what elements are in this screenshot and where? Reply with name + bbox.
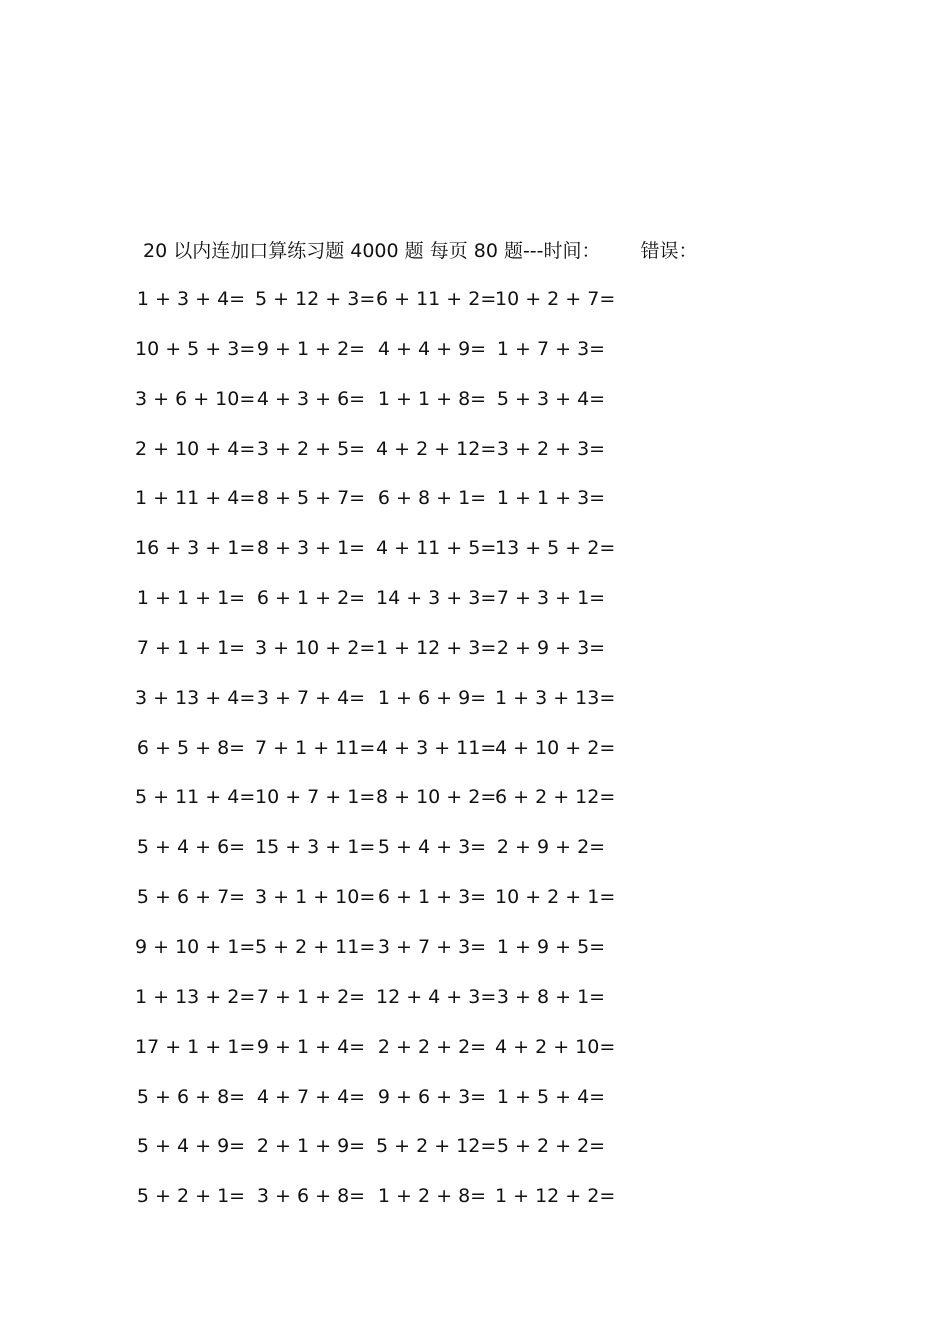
math-problem: 3 + 2 + 5= bbox=[256, 437, 366, 460]
math-problem: 5 + 4 + 9= bbox=[136, 1135, 246, 1158]
math-problem: 4 + 3 + 6= bbox=[256, 387, 366, 410]
math-problem: 13 + 5 + 2= bbox=[495, 537, 616, 560]
math-problem: 6 + 11 + 2= bbox=[376, 288, 497, 310]
problem-row bbox=[136, 882, 663, 932]
math-problem: 10 + 7 + 1= bbox=[255, 786, 376, 809]
math-problem: 5 + 12 + 3= bbox=[255, 288, 376, 310]
math-problem: 9 + 6 + 3= bbox=[377, 1085, 487, 1108]
math-problem: 6 + 8 + 1= bbox=[377, 487, 487, 510]
math-problem: 2 + 10 + 4= bbox=[135, 437, 256, 460]
math-problem: 15 + 3 + 1= bbox=[255, 836, 376, 859]
problem-row bbox=[135, 1032, 663, 1082]
math-problem: 5 + 2 + 11= bbox=[255, 935, 376, 958]
math-problem: 4 + 2 + 10= bbox=[495, 1035, 616, 1058]
page-title: 20 以内连加口算练习题 4000 题 每页 80 题---时间： bbox=[143, 240, 601, 262]
problem-grid bbox=[135, 284, 663, 1231]
math-problem: 5 + 2 + 2= bbox=[496, 1135, 606, 1158]
math-problem: 5 + 2 + 1= bbox=[136, 1185, 246, 1208]
math-problem: 1 + 1 + 8= bbox=[377, 387, 487, 410]
math-problem: 2 + 9 + 3= bbox=[496, 636, 606, 659]
math-problem: 1 + 5 + 4= bbox=[496, 1085, 606, 1108]
math-problem: 6 + 5 + 8= bbox=[136, 736, 246, 759]
math-problem: 1 + 1 + 1= bbox=[136, 587, 246, 610]
math-problem: 1 + 1 + 3= bbox=[496, 487, 606, 510]
problem-row bbox=[135, 334, 663, 384]
problem-row bbox=[136, 1131, 663, 1181]
problem-row bbox=[135, 384, 663, 434]
math-problem: 1 + 12 + 2= bbox=[495, 1185, 616, 1208]
math-problem: 2 + 1 + 9= bbox=[256, 1135, 366, 1158]
math-problem: 5 + 2 + 12= bbox=[376, 1135, 497, 1158]
math-problem: 5 + 3 + 4= bbox=[496, 387, 606, 410]
problem-row bbox=[135, 683, 663, 733]
math-problem: 1 + 12 + 3= bbox=[376, 636, 497, 659]
problem-row bbox=[135, 932, 663, 982]
problem-row bbox=[136, 1181, 663, 1231]
math-problem: 3 + 6 + 8= bbox=[256, 1185, 366, 1208]
math-problem: 1 + 13 + 2= bbox=[135, 985, 256, 1008]
math-problem: 7 + 1 + 1= bbox=[136, 636, 246, 659]
math-problem: 3 + 7 + 3= bbox=[377, 935, 487, 958]
math-problem: 4 + 4 + 9= bbox=[377, 337, 487, 360]
problem-row bbox=[136, 1082, 663, 1132]
math-problem: 8 + 5 + 7= bbox=[256, 487, 366, 510]
math-problem: 3 + 2 + 3= bbox=[496, 437, 606, 460]
problem-row bbox=[135, 483, 663, 533]
math-problem: 4 + 3 + 11= bbox=[376, 736, 497, 759]
math-problem: 3 + 10 + 2= bbox=[255, 636, 376, 659]
math-problem: 4 + 7 + 4= bbox=[256, 1085, 366, 1108]
problem-row bbox=[136, 583, 663, 633]
errors-label: 错误： bbox=[640, 240, 698, 262]
problem-row bbox=[135, 982, 663, 1032]
problem-row bbox=[135, 533, 663, 583]
worksheet-header bbox=[143, 236, 698, 266]
math-problem: 9 + 10 + 1= bbox=[135, 935, 256, 958]
problem-row bbox=[136, 633, 663, 683]
math-problem: 9 + 1 + 4= bbox=[256, 1035, 366, 1058]
math-problem: 3 + 7 + 4= bbox=[256, 686, 366, 709]
problem-row bbox=[136, 733, 663, 783]
math-problem: 3 + 8 + 1= bbox=[496, 985, 606, 1008]
math-problem: 4 + 2 + 12= bbox=[376, 437, 497, 460]
math-problem: 6 + 1 + 2= bbox=[256, 587, 366, 610]
math-problem: 7 + 1 + 2= bbox=[256, 985, 366, 1008]
problem-row bbox=[136, 284, 663, 334]
math-problem: 6 + 2 + 12= bbox=[495, 786, 616, 809]
math-problem: 8 + 3 + 1= bbox=[256, 537, 366, 560]
problem-row bbox=[136, 832, 663, 882]
math-problem: 7 + 3 + 1= bbox=[496, 587, 606, 610]
math-problem: 3 + 1 + 10= bbox=[255, 886, 376, 909]
math-problem: 3 + 13 + 4= bbox=[135, 686, 256, 709]
math-problem: 6 + 1 + 3= bbox=[377, 886, 487, 909]
problem-row bbox=[135, 782, 663, 832]
math-problem: 5 + 6 + 8= bbox=[136, 1085, 246, 1108]
math-problem: 2 + 2 + 2= bbox=[377, 1035, 487, 1058]
math-problem: 1 + 9 + 5= bbox=[496, 935, 606, 958]
math-problem: 17 + 1 + 1= bbox=[135, 1035, 256, 1058]
math-problem: 12 + 4 + 3= bbox=[376, 985, 497, 1008]
math-problem: 14 + 3 + 3= bbox=[376, 587, 497, 610]
math-problem: 10 + 2 + 7= bbox=[495, 288, 616, 310]
math-problem: 5 + 4 + 3= bbox=[377, 836, 487, 859]
math-problem: 1 + 11 + 4= bbox=[135, 487, 256, 510]
math-problem: 8 + 10 + 2= bbox=[376, 786, 497, 809]
math-problem: 9 + 1 + 2= bbox=[256, 337, 366, 360]
math-problem: 4 + 10 + 2= bbox=[495, 736, 616, 759]
math-problem: 5 + 11 + 4= bbox=[135, 786, 256, 809]
math-problem: 16 + 3 + 1= bbox=[135, 537, 256, 560]
math-problem: 10 + 5 + 3= bbox=[135, 337, 256, 360]
math-problem: 2 + 9 + 2= bbox=[496, 836, 606, 859]
math-problem: 1 + 2 + 8= bbox=[377, 1185, 487, 1208]
problem-row bbox=[135, 434, 663, 484]
math-problem: 1 + 3 + 4= bbox=[136, 288, 246, 310]
math-problem: 5 + 6 + 7= bbox=[136, 886, 246, 909]
math-problem: 5 + 4 + 6= bbox=[136, 836, 246, 859]
math-problem: 1 + 3 + 13= bbox=[495, 686, 616, 709]
math-problem: 1 + 6 + 9= bbox=[377, 686, 487, 709]
math-problem: 4 + 11 + 5= bbox=[376, 537, 497, 560]
math-problem: 7 + 1 + 11= bbox=[255, 736, 376, 759]
math-problem: 10 + 2 + 1= bbox=[495, 886, 616, 909]
math-problem: 1 + 7 + 3= bbox=[496, 337, 606, 360]
math-problem: 3 + 6 + 10= bbox=[135, 387, 256, 410]
